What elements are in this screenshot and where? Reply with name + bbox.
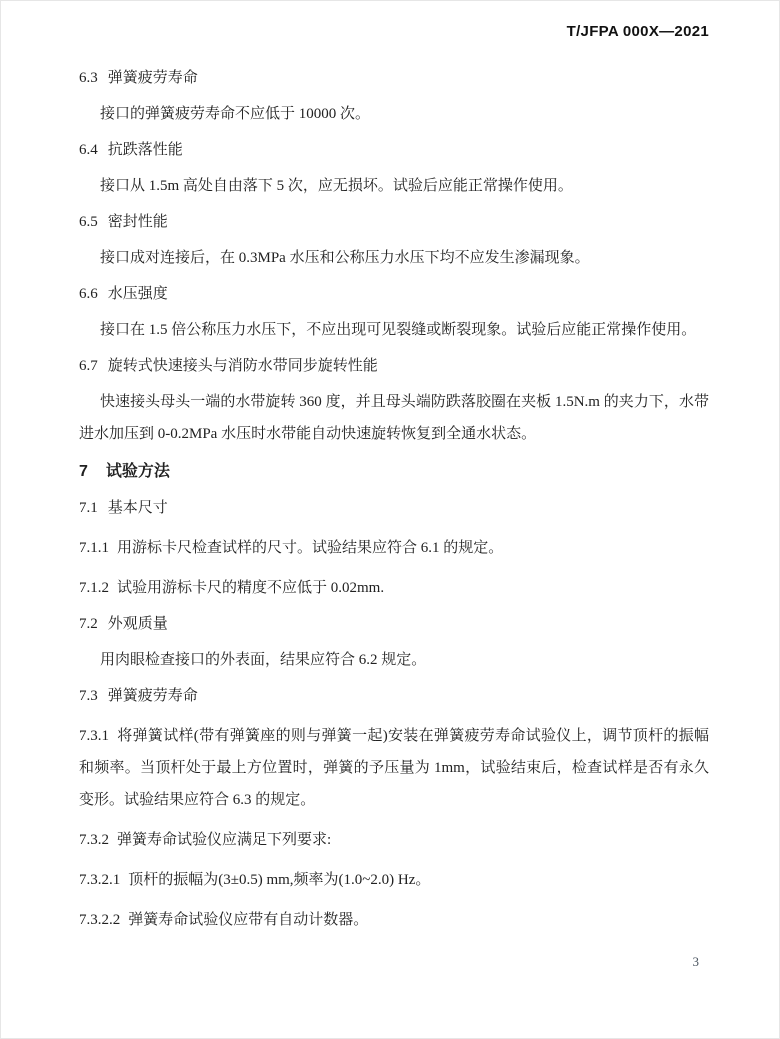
numbered-paragraph: [79, 720, 709, 816]
standard-number: T/JFPA 000X—2021: [566, 23, 709, 40]
heading-title: 抗跌落性能: [107, 142, 183, 158]
paragraph: 用肉眼检查接口的外表面，结果应符合 6.2 规定。: [100, 652, 427, 668]
item-number: 7.3.1: [79, 728, 109, 744]
item-text: 顶杆的振幅为(3±0.5) mm,频率为(1.0~2.0) Hz。: [128, 872, 431, 888]
heading-title: 基本尺寸: [107, 500, 168, 516]
heading-title: 弹簧疲劳寿命: [107, 70, 198, 86]
heading-number: 7: [79, 463, 88, 480]
numbered-paragraph: [79, 824, 709, 856]
clause-heading: [79, 62, 709, 94]
numbered-paragraph: [79, 532, 709, 564]
item-number: 7.1.2: [79, 580, 109, 596]
numbered-paragraph: [79, 904, 709, 936]
paragraph: 接口从 1.5m 高处自由落下 5 次，应无损坏。试验后应能正常操作使用。: [100, 178, 573, 194]
item-text: 将弹簧试样(带有弹簧座的则与弹簧一起)安装在弹簧疲劳寿命试验仪上，调节顶杆的振幅和频率。当顶杆处于最上方位置时，弹簧的予压量为 1mm，试验结束后，检查试样是否有永久变形。试验结果应符合 6.3 的规定。: [79, 728, 709, 808]
heading-title: 旋转式快速接头与消防水带同步旋转性能: [107, 358, 378, 374]
chapter-heading: [79, 456, 709, 488]
heading-number: 6.4: [79, 142, 98, 158]
paragraph: 接口成对连接后，在 0.3MPa 水压和公称压力水压下均不应发生渗漏现象。: [100, 250, 590, 266]
numbered-paragraph: [79, 572, 709, 604]
heading-number: 6.5: [79, 214, 98, 230]
heading-title: 弹簧疲劳寿命: [107, 688, 198, 704]
page-header: [567, 23, 709, 40]
heading-number: 6.3: [79, 70, 98, 86]
clause-heading: [79, 350, 709, 382]
heading-number: 7.2: [79, 616, 98, 632]
item-text: 试验用游标卡尺的精度不应低于 0.02mm.: [117, 580, 385, 596]
heading-title: 密封性能: [107, 214, 168, 230]
numbered-paragraph: [79, 864, 709, 896]
page-number: 3: [692, 954, 699, 969]
paragraph: 接口在 1.5 倍公称压力水压下，不应出现可见裂缝或断裂现象。试验后应能正常操作使用。: [100, 322, 697, 338]
paragraph: 接口的弹簧疲劳寿命不应低于 10000 次。: [100, 106, 371, 122]
clause-heading: [79, 608, 709, 640]
heading-number: 6.6: [79, 286, 98, 302]
item-number: 7.1.1: [79, 540, 109, 556]
item-text: 弹簧寿命试验仪应满足下列要求:: [117, 832, 332, 848]
heading-number: 7.1: [79, 500, 98, 516]
heading-title: 外观质量: [107, 616, 168, 632]
item-number: 7.3.2.2: [79, 912, 121, 928]
document-body: [79, 62, 709, 936]
heading-number: 6.7: [79, 358, 98, 374]
clause-heading: [79, 206, 709, 238]
heading-title: 试验方法: [105, 463, 170, 480]
item-text: 用游标卡尺检查试样的尺寸。试验结果应符合 6.1 的规定。: [117, 540, 504, 556]
paragraph: 快速接头母头一端的水带旋转 360 度，并且母头端防跌落胶圈在夹板 1.5N.m 的夹力下，水带进水加压到 0-0.2MPa 水压时水带能自动快速旋转恢复到全通水状态。: [79, 394, 709, 442]
clause-heading: [79, 134, 709, 166]
clause-heading: [79, 278, 709, 310]
heading-title: 水压强度: [107, 286, 168, 302]
clause-heading: [79, 492, 709, 524]
heading-number: 7.3: [79, 688, 98, 704]
item-number: 7.3.2.1: [79, 872, 121, 888]
item-number: 7.3.2: [79, 832, 109, 848]
item-text: 弹簧寿命试验仪应带有自动计数器。: [128, 912, 369, 928]
clause-heading: [79, 680, 709, 712]
